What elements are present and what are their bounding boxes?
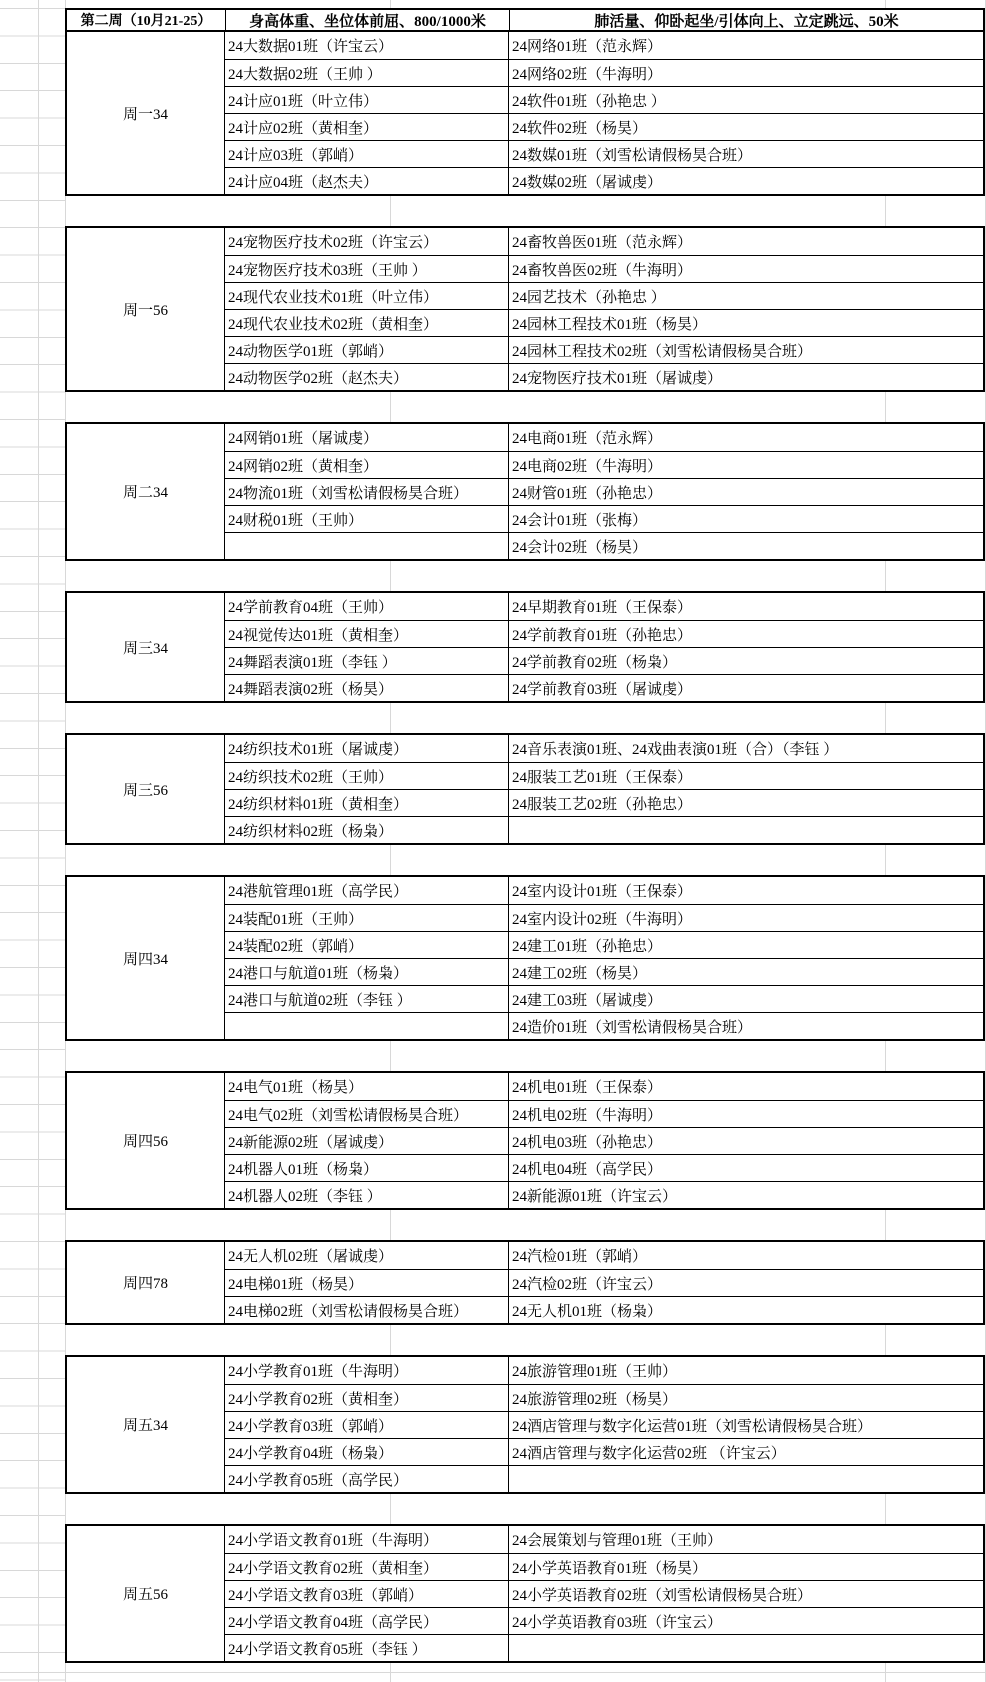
class-cell[interactable]: 24建工01班（孙艳忠） bbox=[509, 931, 983, 958]
schedule-sections bbox=[65, 30, 985, 1663]
class-cell[interactable]: 24小学教育04班（杨枭） bbox=[225, 1438, 509, 1465]
test-group1-header-cell[interactable]: 身高体重、坐位体前屈、800/1000米 bbox=[225, 10, 509, 30]
class-cell[interactable]: 24港口与航道01班（杨枭） bbox=[225, 958, 509, 985]
schedule-section bbox=[65, 30, 985, 196]
class-cell[interactable]: 24机电01班（王保泰） bbox=[512, 1080, 663, 1096]
class-cell[interactable]: 24软件02班（杨昊） bbox=[509, 113, 983, 140]
class-cell[interactable]: 24小学语文教育01班（牛海明） bbox=[225, 1526, 509, 1553]
margin-gridlines bbox=[0, 0, 65, 1682]
section-label-cell[interactable]: 周三56 bbox=[67, 735, 225, 843]
class-cell[interactable] bbox=[509, 1634, 983, 1661]
class-cell[interactable]: 24小学语文教育04班（高学民） bbox=[225, 1607, 509, 1634]
class-cell[interactable]: 24财税01班（王帅） bbox=[225, 505, 509, 532]
class-cell[interactable]: 24园林工程技术02班（刘雪松请假杨昊合班） bbox=[509, 336, 983, 363]
class-cell[interactable]: 24早期教育01班（王保泰） bbox=[512, 600, 693, 616]
class-cell[interactable]: 24服装工艺02班（孙艳忠） bbox=[509, 789, 983, 816]
class-cell[interactable]: 24园林工程技术01班（杨昊） bbox=[509, 309, 983, 336]
class-cell[interactable]: 24畜牧兽医01班（范永辉） bbox=[512, 235, 693, 251]
class-cell[interactable]: 24学前教育03班（屠诚虔） bbox=[509, 674, 983, 701]
class-cell[interactable]: 24现代农业技术02班（黄相奎） bbox=[225, 309, 509, 336]
test-group2-header-cell[interactable]: 肺活量、仰卧起坐/引体向上、立定跳远、50米 bbox=[509, 10, 983, 30]
class-cell[interactable]: 24大数据01班（许宝云） bbox=[225, 32, 509, 59]
class-cell[interactable]: 24小学英语教育02班（刘雪松请假杨昊合班） bbox=[509, 1580, 983, 1607]
schedule-section bbox=[65, 733, 985, 845]
section-label-cell[interactable]: 周一34 bbox=[67, 32, 225, 194]
class-cell[interactable]: 24宠物医疗技术02班（许宝云） bbox=[225, 228, 509, 255]
table-header-row bbox=[65, 8, 985, 32]
schedule-section bbox=[65, 226, 985, 392]
class-cell[interactable]: 24纺织材料01班（黄相奎） bbox=[225, 789, 509, 816]
class-cell[interactable]: 24舞蹈表演01班（李钰 ） bbox=[225, 647, 509, 674]
class-cell[interactable]: 24装配02班（郭峭） bbox=[225, 931, 509, 958]
class-cell[interactable] bbox=[225, 1012, 509, 1039]
class-cell[interactable]: 24纺织材料02班（杨枭） bbox=[225, 816, 509, 843]
class-cell[interactable]: 24视觉传达01班（黄相奎） bbox=[225, 620, 509, 647]
week-header-cell[interactable]: 第二周（10月21-25） bbox=[80, 14, 212, 29]
schedule-section bbox=[65, 1524, 985, 1663]
class-cell[interactable]: 24小学英语教育03班（许宝云） bbox=[509, 1607, 983, 1634]
class-cell[interactable]: 24网销01班（屠诚虔） bbox=[225, 424, 509, 451]
class-cell[interactable]: 24物流01班（刘雪松请假杨昊合班） bbox=[225, 478, 509, 505]
class-cell[interactable]: 24纺织技术02班（王帅） bbox=[225, 762, 509, 789]
class-cell[interactable] bbox=[225, 532, 509, 559]
class-cell[interactable]: 24计应04班（赵杰夫） bbox=[225, 167, 509, 194]
class-cell[interactable]: 24造价01班（刘雪松请假杨昊合班） bbox=[509, 1012, 983, 1039]
class-cell[interactable]: 24室内设计01班（王保泰） bbox=[512, 884, 693, 900]
schedule-section bbox=[65, 1071, 985, 1210]
class-cell[interactable]: 24港航管理01班（高学民） bbox=[225, 877, 509, 904]
class-cell[interactable]: 24软件01班（孙艳忠 ） bbox=[509, 86, 983, 113]
schedule-table bbox=[65, 8, 985, 1663]
class-cell[interactable]: 24学前教育01班（孙艳忠） bbox=[509, 620, 983, 647]
class-cell[interactable]: 24旅游管理01班（王帅） bbox=[512, 1364, 678, 1380]
class-cell[interactable]: 24酒店管理与数字化运营01班（刘雪松请假杨昊合班） bbox=[509, 1411, 983, 1438]
class-cell[interactable]: 24动物医学01班（郭峭） bbox=[225, 336, 509, 363]
class-cell[interactable]: 24网络02班（牛海明） bbox=[509, 59, 983, 86]
class-cell[interactable]: 24计应02班（黄相奎） bbox=[225, 113, 509, 140]
class-cell[interactable]: 24港口与航道02班（李钰 ） bbox=[225, 985, 509, 1012]
gridline-horizontal bbox=[0, 1672, 986, 1673]
class-cell[interactable]: 24计应01班（叶立伟） bbox=[225, 86, 509, 113]
class-cell[interactable]: 24动物医学02班（赵杰夫） bbox=[225, 363, 509, 390]
class-cell[interactable]: 24电商01班（范永辉） bbox=[512, 431, 663, 447]
class-cell[interactable]: 24计应03班（郭峭） bbox=[225, 140, 509, 167]
class-cell[interactable]: 24机电03班（孙艳忠） bbox=[509, 1127, 983, 1154]
class-cell[interactable]: 24会计02班（杨昊） bbox=[509, 532, 983, 559]
class-cell[interactable]: 24电梯01班（杨昊） bbox=[225, 1269, 509, 1296]
schedule-section bbox=[65, 591, 985, 703]
class-cell[interactable]: 24小学教育01班（牛海明） bbox=[225, 1357, 509, 1384]
section-label-cell[interactable]: 周四78 bbox=[67, 1242, 225, 1323]
class-cell[interactable]: 24财管01班（孙艳忠） bbox=[509, 478, 983, 505]
class-cell[interactable]: 24小学教育02班（黄相奎） bbox=[225, 1384, 509, 1411]
class-cell[interactable]: 24服装工艺01班（王保泰） bbox=[509, 762, 983, 789]
class-cell[interactable]: 24无人机01班（杨枭） bbox=[509, 1296, 983, 1323]
class-cell[interactable]: 24小学语文教育02班（黄相奎） bbox=[225, 1553, 509, 1580]
class-cell[interactable]: 24小学教育05班（高学民） bbox=[225, 1465, 509, 1492]
class-cell[interactable]: 24电商02班（牛海明） bbox=[509, 451, 983, 478]
class-cell[interactable]: 24旅游管理02班（杨昊） bbox=[509, 1384, 983, 1411]
schedule-section bbox=[65, 1355, 985, 1494]
class-cell[interactable]: 24园艺技术（孙艳忠 ） bbox=[509, 282, 983, 309]
class-cell[interactable]: 24建工03班（屠诚虔） bbox=[509, 985, 983, 1012]
class-cell[interactable]: 24宠物医疗技术01班（屠诚虔） bbox=[509, 363, 983, 390]
class-cell[interactable]: 24网络01班（范永辉） bbox=[512, 39, 663, 55]
section-label-cell[interactable]: 周二34 bbox=[67, 424, 225, 559]
class-cell[interactable]: 24新能源01班（许宝云） bbox=[509, 1181, 983, 1208]
class-cell[interactable]: 24会展策划与管理01班（王帅） bbox=[512, 1533, 723, 1549]
section-label-cell[interactable]: 周四34 bbox=[67, 877, 225, 1039]
class-cell[interactable]: 24机器人02班（李钰 ） bbox=[225, 1181, 509, 1208]
class-cell[interactable]: 24音乐表演01班、24戏曲表演01班（合）（李钰 ） bbox=[512, 742, 839, 758]
class-cell[interactable]: 24数媒01班（刘雪松请假杨昊合班） bbox=[509, 140, 983, 167]
class-cell[interactable]: 24新能源02班（屠诚虔） bbox=[225, 1127, 509, 1154]
class-cell[interactable]: 24网销02班（黄相奎） bbox=[225, 451, 509, 478]
class-cell[interactable]: 24畜牧兽医02班（牛海明） bbox=[509, 255, 983, 282]
class-cell[interactable]: 24电梯02班（刘雪松请假杨昊合班） bbox=[225, 1296, 509, 1323]
class-cell[interactable]: 24机电04班（高学民） bbox=[509, 1154, 983, 1181]
class-cell[interactable]: 24建工02班（杨昊） bbox=[509, 958, 983, 985]
class-cell[interactable]: 24学前教育02班（杨枭） bbox=[509, 647, 983, 674]
class-cell[interactable] bbox=[509, 816, 983, 843]
class-cell[interactable]: 24纺织技术01班（屠诚虔） bbox=[225, 735, 509, 762]
class-cell[interactable]: 24小学教育03班（郭峭） bbox=[225, 1411, 509, 1438]
class-cell[interactable]: 24机电02班（牛海明） bbox=[509, 1100, 983, 1127]
class-cell[interactable]: 24装配01班（王帅） bbox=[225, 904, 509, 931]
class-cell[interactable]: 24汽检01班（郭峭） bbox=[512, 1249, 648, 1265]
schedule-section bbox=[65, 875, 985, 1041]
section-label-cell[interactable]: 周三34 bbox=[67, 593, 225, 701]
class-cell[interactable]: 24宠物医疗技术03班（王帅 ） bbox=[225, 255, 509, 282]
class-cell[interactable]: 24电气01班（杨昊） bbox=[225, 1073, 509, 1100]
class-cell[interactable]: 24会计01班（张梅） bbox=[509, 505, 983, 532]
class-cell[interactable]: 24学前教育04班（王帅） bbox=[225, 593, 509, 620]
section-label-cell[interactable]: 周一56 bbox=[67, 228, 225, 390]
class-cell[interactable]: 24舞蹈表演02班（杨昊） bbox=[225, 674, 509, 701]
gridline-vertical bbox=[38, 0, 39, 1682]
class-cell[interactable]: 24现代农业技术01班（叶立伟） bbox=[225, 282, 509, 309]
class-cell[interactable]: 24小学语文教育05班（李钰 ） bbox=[225, 1634, 509, 1661]
section-label-cell[interactable]: 周五34 bbox=[67, 1357, 225, 1492]
class-cell[interactable]: 24小学英语教育01班（杨昊） bbox=[509, 1553, 983, 1580]
schedule-section bbox=[65, 1240, 985, 1325]
class-cell[interactable] bbox=[509, 1465, 983, 1492]
class-cell[interactable]: 24电气02班（刘雪松请假杨昊合班） bbox=[225, 1100, 509, 1127]
class-cell[interactable]: 24数媒02班（屠诚虔） bbox=[509, 167, 983, 194]
section-label-cell[interactable]: 周五56 bbox=[67, 1526, 225, 1661]
class-cell[interactable]: 24室内设计02班（牛海明） bbox=[509, 904, 983, 931]
class-cell[interactable]: 24机器人01班（杨枭） bbox=[225, 1154, 509, 1181]
class-cell[interactable]: 24汽检02班（许宝云） bbox=[509, 1269, 983, 1296]
class-cell[interactable]: 24无人机02班（屠诚虔） bbox=[225, 1242, 509, 1269]
schedule-section bbox=[65, 422, 985, 561]
class-cell[interactable]: 24酒店管理与数字化运营02班 （许宝云） bbox=[509, 1438, 983, 1465]
class-cell[interactable]: 24小学语文教育03班（郭峭） bbox=[225, 1580, 509, 1607]
class-cell[interactable]: 24大数据02班（王帅 ） bbox=[225, 59, 509, 86]
section-label-cell[interactable]: 周四56 bbox=[67, 1073, 225, 1208]
